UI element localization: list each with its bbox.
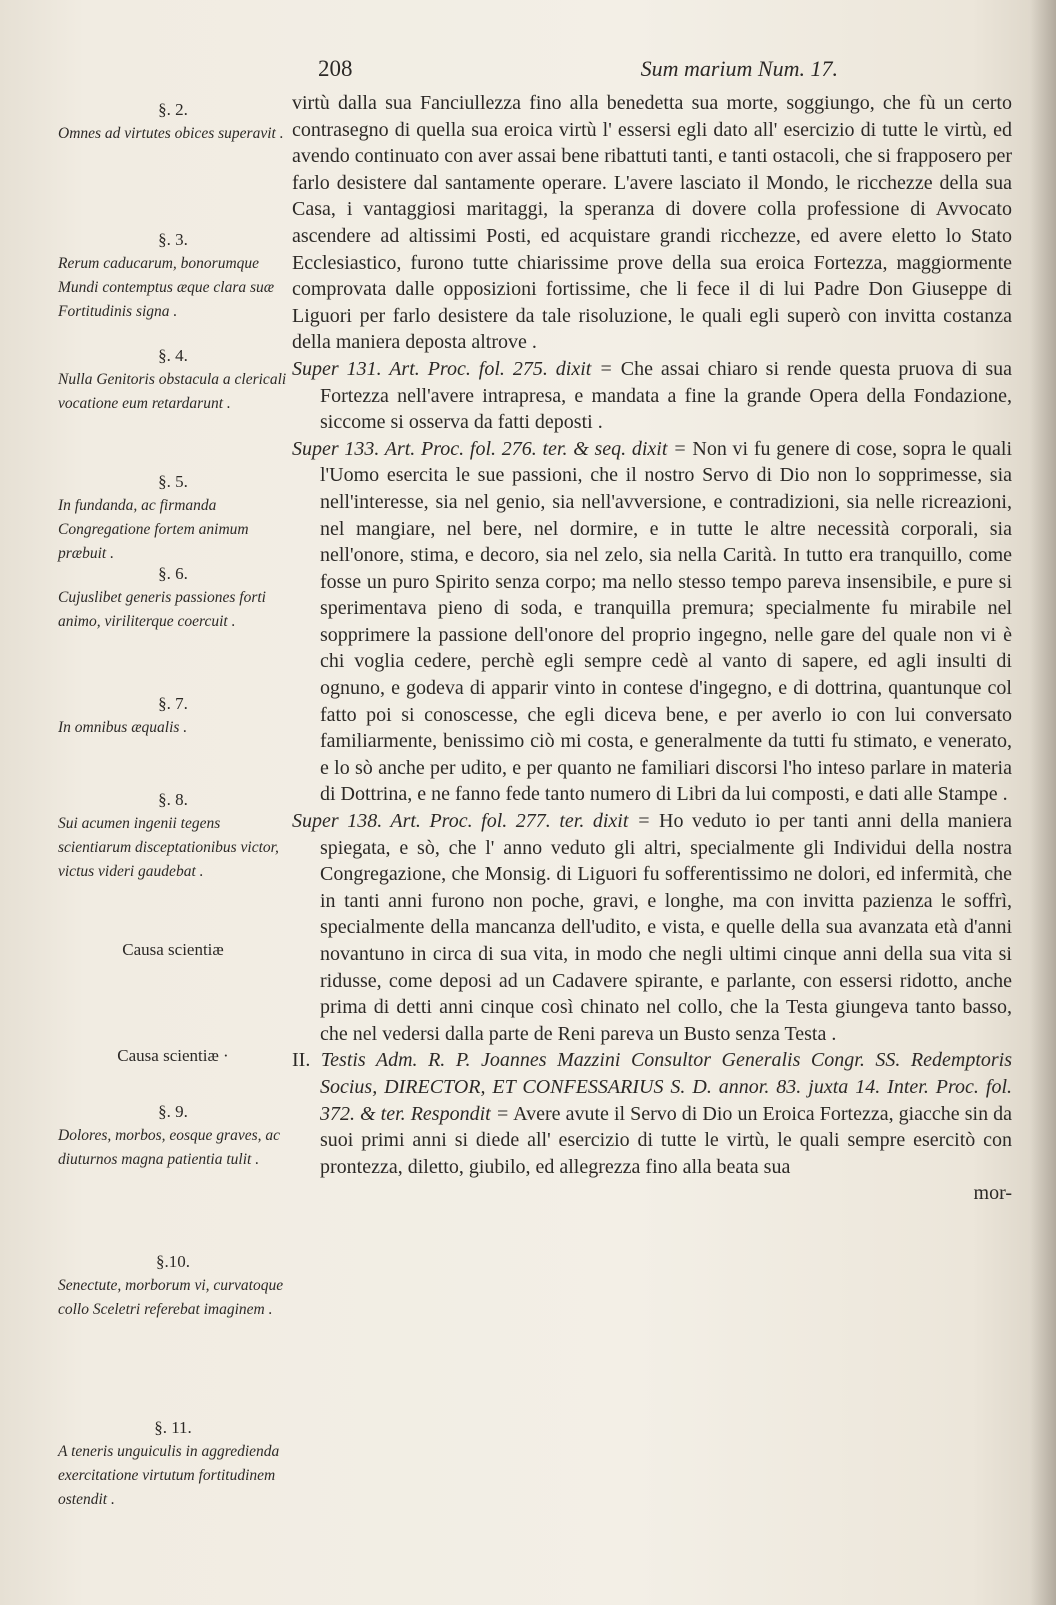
testimony-text: Non vi fu genere di cose, sopra le quali l'Uomo esercita le sue passioni, che il nostro Servo di Dio non lo sopprimesse, sia nell'interesse, sia nel genio, sia nell'avversione, e contradizioni, sia nelle ricreazioni, nel mangiare, nel bere, nel dormire, e in tutte le altre necessità corporali, sia nell'onore, stima, e decoro, sia nel zelo, sia nella Carità. In tutto era tranquillo, come fosse un puro Spirito senza corpo; ma nello stesso tempo pareva insensibile, e pure si sperimentava pieno di soda, e tranquilla premura; specialmente fu mirabile nel sopprimere la passione dell'onore del proprio ingegno, nelle gare del quale non vi è chi voglia cedere, perchè egli sempre cedè al vanto di sapere, ed agli insulti di ognuno, e godeva di apparir vinto in contese d'ingegno, e di dottrina, quantunque col fatto poi si conoscesse, che egli diceva bene, e per averlo io con lui conversato familiarmente, benissimo ciò mi costa, e generalmente da tutti fu stimato, e venerato, e lo sò anche per udito, e per quanto ne familiari discorsi l'ho inteso parlare in materia di Dottrina, e ne fanno fede tanto numero di Libri da lui composti, e dati alle Stampe . <box>320 437 1013 806</box>
sidenote-8 <box>58 788 288 884</box>
sidenote-6 <box>58 562 288 634</box>
testimony-text: Che assai chiaro si rende questa pruova di sua Fortezza nell'avere intrapresa, e mandata a fine la grande Opera della Fondazione, siccome si osserva da fatti deposti . <box>320 357 1013 434</box>
section-number: §. 8. <box>158 790 188 809</box>
sidenote-7 <box>58 692 288 740</box>
sidenote-2 <box>58 98 288 146</box>
section-number: §. 2. <box>158 100 188 119</box>
section-number: §.10. <box>156 1252 190 1271</box>
main-text-column <box>292 90 1012 1207</box>
sidenote-text: Causa scientiæ · <box>117 1046 229 1065</box>
article-reference: Super 133. Art. Proc. fol. 276. ter. & seq. dixit = <box>292 437 687 460</box>
section-number: §. 5. <box>158 472 188 491</box>
article-reference: Super 131. Art. Proc. fol. 275. dixit = <box>292 357 613 380</box>
witness-number: II. <box>292 1049 311 1072</box>
sidenote-4 <box>58 344 288 416</box>
sidenote-text: A teneris unguiculis in aggredienda exercitatione virtutum fortitudinem ostendit . <box>58 1443 280 1508</box>
running-head: Sum marium Num. 17. <box>640 56 838 81</box>
page-number: 208 <box>318 56 353 81</box>
sidenote-3 <box>58 228 288 324</box>
catchword: mor- <box>973 1182 1012 1205</box>
testimony-super-138 <box>292 808 1012 1047</box>
sidenote-10 <box>58 1250 288 1322</box>
sidenote-11 <box>58 1416 288 1512</box>
sidenote-text: Omnes ad virtutes obices superavit . <box>58 125 284 142</box>
sidenote-text: Nulla Genitoris obstacula a clericali vocatione eum retardarunt . <box>58 371 287 412</box>
witness-ii <box>292 1047 1012 1180</box>
section-number: §. 6. <box>158 564 188 583</box>
testimony-super-133 <box>292 436 1012 808</box>
sidenote-causa-scientiae-2 <box>58 1044 288 1068</box>
sidenote-causa-scientiae-1 <box>58 938 288 962</box>
sidenote-text: Sui acumen ingenii tegens scientiarum disceptationibus victor, victus videri gaudebat . <box>58 815 279 880</box>
paragraph-continuation: virtù dalla sua Fanciullezza fino alla benedetta sua morte, soggiungo, che fù un certo contrasegno di quella sua eroica virtù l' essersi egli dato all' esercizio di tutte le virtù, ed avendo continuato con aver assai bene ribattuti tanti, e tanti ostacoli, che si frapposero per farlo desistere dal santamente operare. L'avere lasciato il Mondo, le ricchezze della sua Casa, i vantaggiosi maritaggi, la speranza di dovere colla professione di Avvocato ascendere ad altissimi Posti, ed acquistare grandi ricchezze, ed avere eletto lo Stato Ecclesiastico, furono tutte chiarissime prove della sua eroica Fortezza, maggiormente comprovata dalle opposizioni fortissime, che li fece il di lui Padre Don Giuseppe di Liguori per farlo desistere da tale risoluzione, le quali egli superò con invitta costanza della maniera deposta altrove . <box>292 92 1012 354</box>
article-reference: Super 138. Art. Proc. fol. 277. ter. dixit = <box>292 810 651 833</box>
sidenote-5 <box>58 470 288 566</box>
page-gutter-shadow <box>1030 0 1056 1605</box>
testimony-text: Ho veduto io per tanti anni della maniera spiegata, e sò, che l' anno veduto gli altri, specialmente gli Individui della nostra Congregazione, che Monsig. di Liguori fu sofferentissimo ne dolori, ed infermità, che in tanti anni furono non poche, gravi, e longhe, ma con invitta pazienza le soffrì, specialmente della mancanza dell'udito, e vista, e quelle della sua avanzata età d'anni novantuno in circa di sua vita, in modo che negli ultimi cinque anni della sua vita si ridusse, come deposi ad un Cadavere spirante, e parlante, con essersi ridotto, anche prima di detti anni cinque così chinato nel collo, che la Testa giungeva tanto basso, che nel vedersi dalla parte de Reni pareva un Busto senza Testa . <box>320 810 1012 1045</box>
page-header <box>318 56 838 86</box>
testimony-text: Avere avute il Servo di Dio un Eroica Fortezza, giacche sin da suoi primi anni si diede all' esercizio di tutte le virtù, le quali sempre esercitò con prontezza, diletto, giubilo, ed allegrezza fino alla beata sua <box>320 1102 1012 1178</box>
sidenote-text: Dolores, morbos, eosque graves, ac diuturnos magna patientia tulit . <box>58 1127 280 1168</box>
section-number: §. 4. <box>158 346 188 365</box>
sidenote-text: In fundanda, ac firmanda Congregatione fortem animum præbuit . <box>58 497 249 562</box>
sidenote-text: Senectute, morborum vi, curvatoque collo Sceletri referebat imaginem . <box>58 1277 284 1318</box>
sidenote-text: Causa scientiæ <box>122 940 224 959</box>
testimony-super-131 <box>292 356 1012 436</box>
section-number: §. 3. <box>158 230 188 249</box>
section-number: §. 9. <box>158 1102 188 1121</box>
witness-reference: Testis Adm. R. P. Joannes Mazzini Consultor Generalis Congr. SS. Redemptoris Socius, DIRECTOR, ET CONFESSARIUS S. D. annor. 83. juxta 14. Inter. Proc. fol. 372. & ter. Respondit = <box>320 1049 1013 1125</box>
section-number: §. 11. <box>154 1418 192 1437</box>
sidenote-text: In omnibus æqualis . <box>58 719 188 736</box>
sidenote-text: Rerum caducarum, bonorumque Mundi contemptus æque clara suæ Fortitudinis signa . <box>58 255 275 320</box>
sidenote-text: Cujuslibet generis passiones forti animo, viriliterque coercuit . <box>58 589 266 630</box>
section-number: §. 7. <box>158 694 188 713</box>
sidenote-9 <box>58 1100 288 1172</box>
